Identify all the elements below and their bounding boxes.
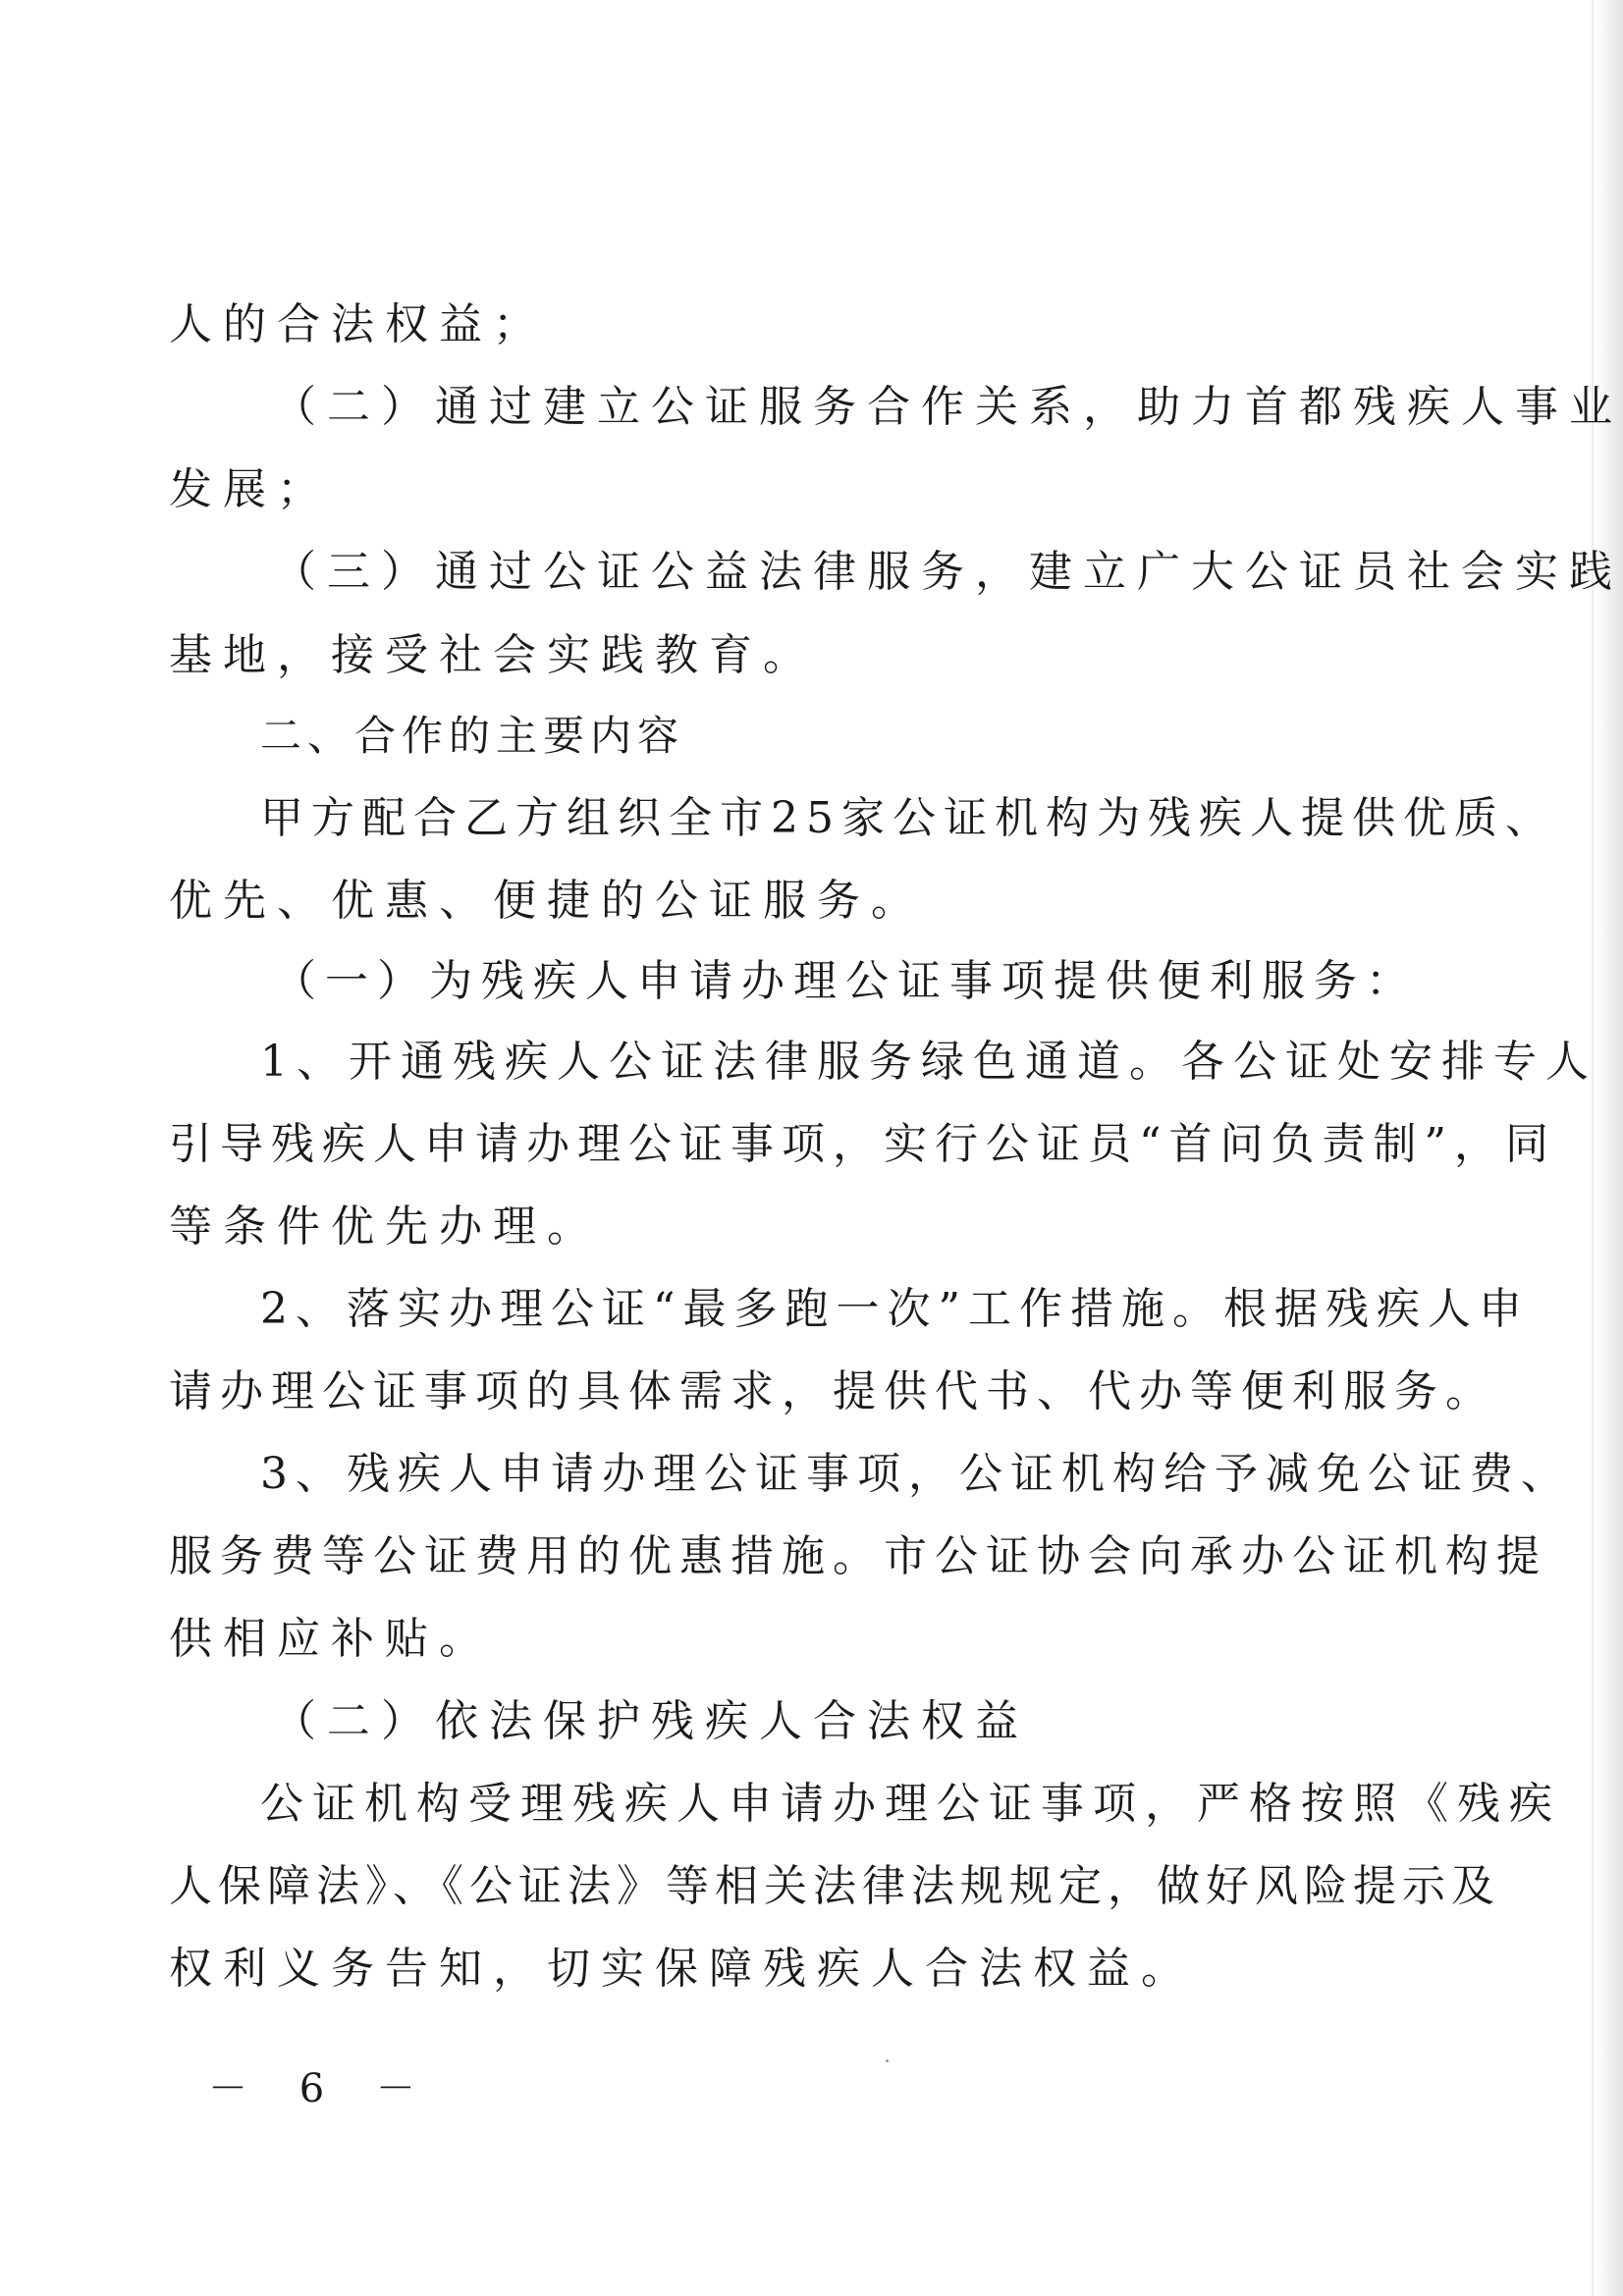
text-line-1: 人的合法权益；: [169, 299, 547, 349]
text-line-4: （三）通过公证公益法律服务，建立广大公证员社会实践: [273, 547, 1623, 597]
text-line-12: 等条件优先办理。: [169, 1201, 601, 1252]
text-line-11: 引导残疾人申请办理公证事项，实行公证员“首问负责制”，同: [169, 1119, 1556, 1169]
text-line-9: （一）为残疾人申请办理公证事项提供便利服务：: [273, 956, 1418, 1006]
text-line-21: 权利义务告知，切实保障残疾人合法权益。: [169, 1944, 1195, 1994]
text-line-15: 3、残疾人申请办理公证事项，公证机构给予减免公证费、: [260, 1449, 1572, 1499]
text-line-20: 人保障法》、《公证法》等相关法律法规规定，做好风险提示及: [169, 1861, 1500, 1911]
text-line-3: 发展；: [169, 464, 331, 514]
text-line-13: 2、落实办理公证“最多跑一次”工作措施。根据残疾人申: [260, 1284, 1530, 1334]
text-line-19: 公证机构受理残疾人申请办理公证事项，严格按照《残疾: [260, 1779, 1561, 1829]
text-line-16: 服务费等公证费用的优惠措施。市公证协会向承办公证机构提: [169, 1531, 1547, 1581]
text-line-18: （二）依法保护残疾人合法权益: [273, 1696, 1029, 1746]
scan-shadow-line: [1592, 0, 1594, 2296]
text-line-7: 甲方配合乙方组织全市25家公证机构为残疾人提供优质、: [260, 793, 1556, 843]
scan-edge-shadow: [1596, 0, 1623, 2296]
text-line-5: 基地，接受社会实践教育。: [169, 630, 817, 680]
page-number: － 6 －: [208, 2066, 435, 2111]
text-line-17: 供相应补贴。: [169, 1614, 493, 1664]
text-line-10: 1、开通残疾人公证法律服务绿色通道。各公证处安排专人: [260, 1037, 1597, 1087]
text-line-2: （二）通过建立公证服务合作关系，助力首都残疾人事业: [273, 382, 1623, 432]
section-heading: 二、合作的主要内容: [260, 712, 685, 760]
text-line-14: 请办理公证事项的具体需求，提供代书、代办等便利服务。: [169, 1366, 1496, 1416]
scan-speck: [886, 2059, 889, 2062]
text-line-8: 优先、优惠、便捷的公证服务。: [169, 876, 925, 926]
